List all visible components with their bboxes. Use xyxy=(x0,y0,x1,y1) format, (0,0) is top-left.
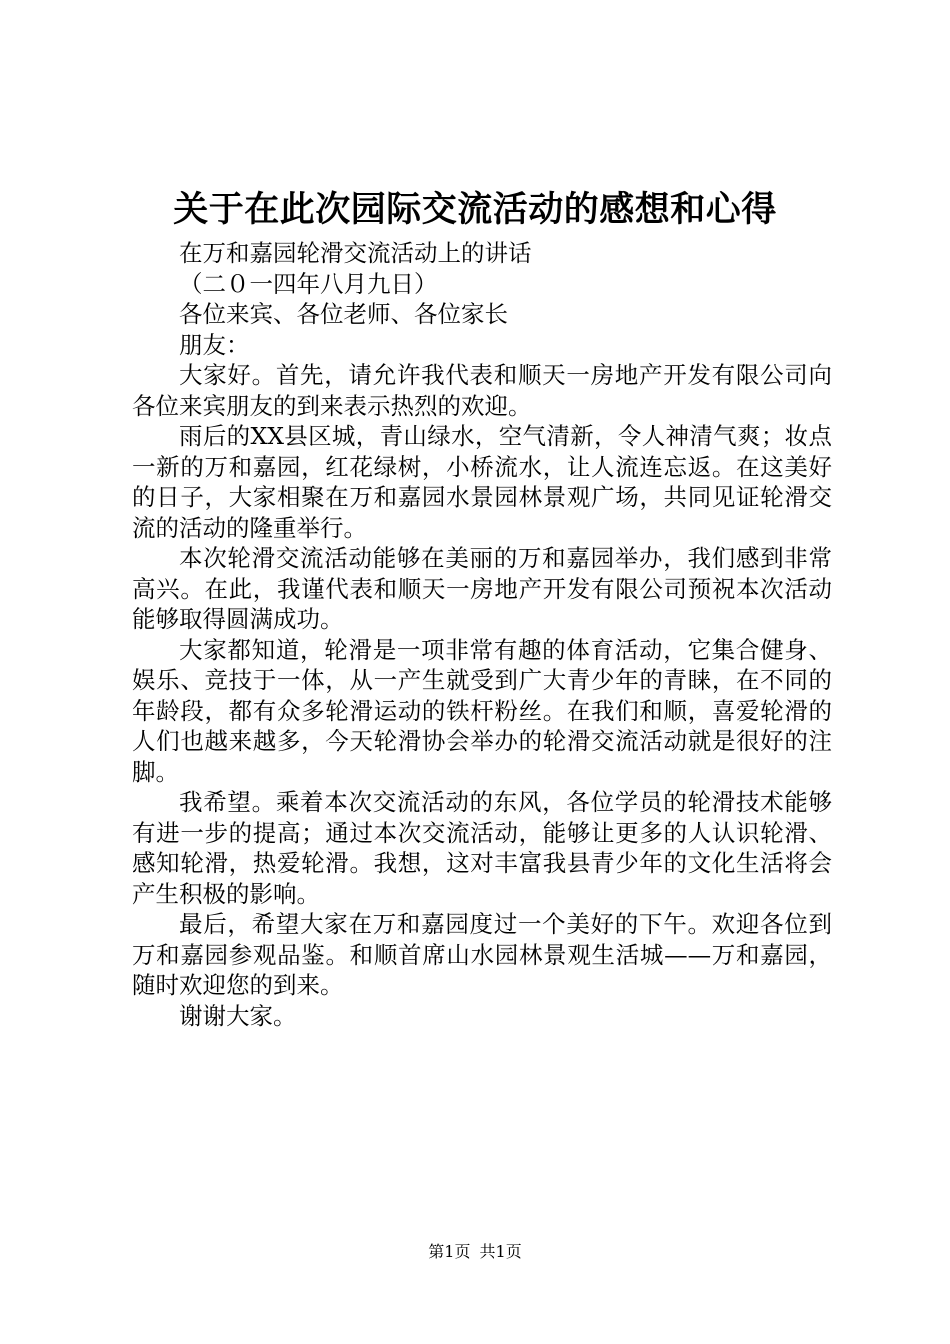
paragraph-closing: 最后，希望大家在万和嘉园度过一个美好的下午。欢迎各位到万和嘉园参观品鉴。和顺首席山水园林景观生活城——万和嘉园，随时欢迎您的到来。 xyxy=(132,910,832,999)
salutation-line-2: 朋友： xyxy=(179,330,250,359)
document-body xyxy=(132,238,832,1031)
speech-subtitle: 在万和嘉园轮滑交流活动上的讲话 xyxy=(179,239,532,267)
page-footer xyxy=(0,1240,950,1264)
paragraph-scenery: 雨后的XX县区城，青山绿水，空气清新，令人神清气爽；妆点一新的万和嘉园，红花绿树，小桥流水，让人流连忘返。在这美好的日子，大家相聚在万和嘉园水景园林景观广场，共同见证轮滑交流的活动的隆重举行。 xyxy=(132,422,832,542)
page-number: 第1页 xyxy=(428,1242,471,1261)
paragraph-rollerskating: 大家都知道，轮滑是一项非常有趣的体育活动，它集合健身、娱乐、竞技于一体，从一产生就受到广大青少年的青睐，在不同的年龄段，都有众多轮滑运动的铁杆粉丝。在我们和顺，喜爱轮滑的人们也越来越多，今天轮滑协会举办的轮滑交流活动就是很好的注脚。 xyxy=(132,635,832,786)
speech-date: （二０一四年八月九日） xyxy=(179,269,438,298)
paragraph-congratulations: 本次轮滑交流活动能够在美丽的万和嘉园举办，我们感到非常高兴。在此，我谨代表和顺天一房地产开发有限公司预祝本次活动能够取得圆满成功。 xyxy=(132,544,832,633)
salutation-line-1: 各位来宾、各位老师、各位家长 xyxy=(179,300,508,328)
page-total: 共1页 xyxy=(479,1242,522,1261)
paragraph-welcome: 大家好。首先，请允许我代表和顺天一房地产开发有限公司向各位来宾朋友的到来表示热烈的欢迎。 xyxy=(132,361,832,420)
paragraph-thanks: 谢谢大家。 xyxy=(179,1001,297,1030)
paragraph-hopes: 我希望。乘着本次交流活动的东风，各位学员的轮滑技术能够有进一步的提高；通过本次交流活动，能够让更多的人认识轮滑、感知轮滑，热爱轮滑。我想，这对丰富我县青少年的文化生活将会产生积极的影响。 xyxy=(132,788,832,908)
document-title: 关于在此次园际交流活动的感想和心得 xyxy=(173,190,777,230)
